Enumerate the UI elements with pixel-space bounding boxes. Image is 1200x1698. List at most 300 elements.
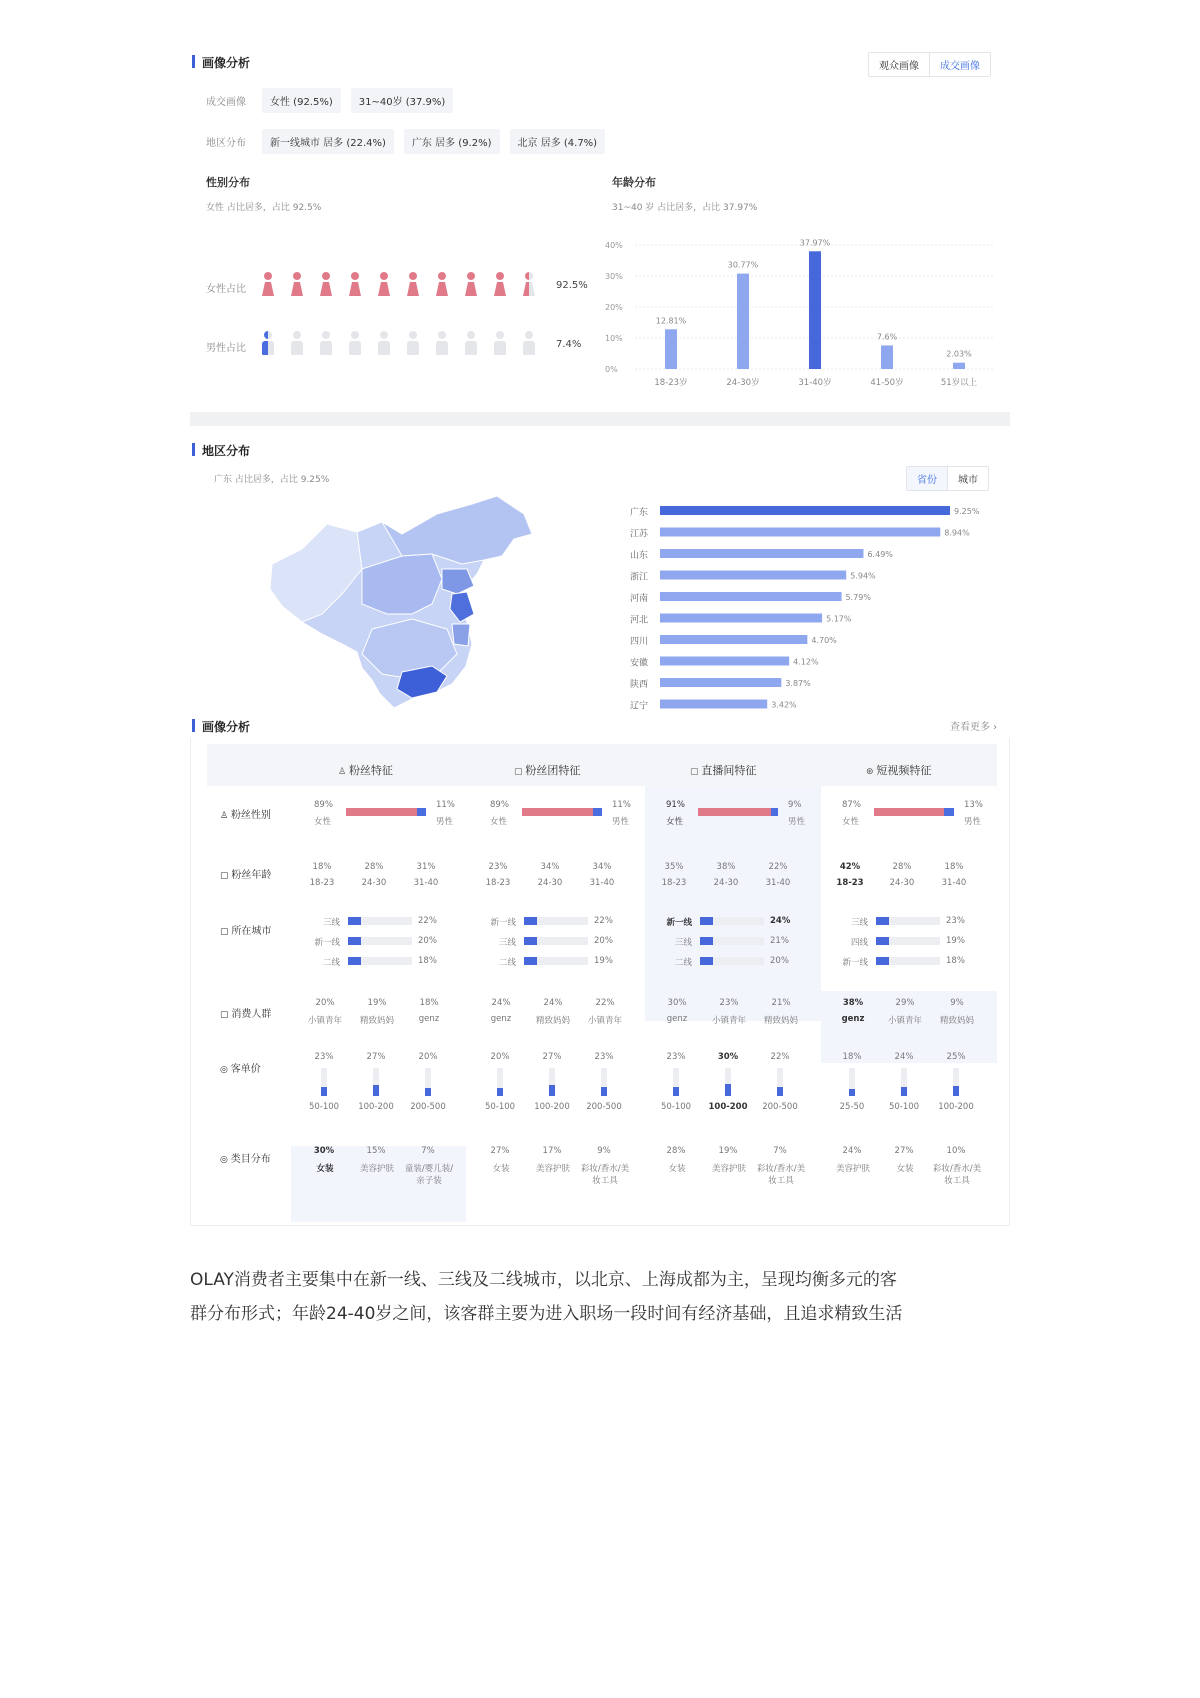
female-person-icon [521,272,537,296]
row-label-text: 消费人群 [231,1009,272,1020]
male-person-icon [260,331,276,355]
age-category-label: 41-50岁 [870,378,904,388]
category-pct: 24% [842,1146,862,1156]
analysis-row-label [220,922,271,937]
gender-female-bar [346,808,417,816]
age-range: 31-40 [941,878,967,888]
gender-male-bar [593,808,602,816]
consumer-pct: 19% [367,998,387,1008]
age-range: 31-40 [413,878,439,888]
gender-female-bar [874,808,944,816]
male-person-icon [463,331,479,355]
gender-male-pct: 13% [964,800,983,810]
consumer-pct: 29% [895,998,915,1008]
price-pct: 23% [594,1052,614,1062]
price-pct: 24% [894,1052,914,1062]
price-pct: 27% [542,1052,562,1062]
category-name: 美容护肤 [359,1164,394,1174]
city-pct: 23% [946,916,965,926]
age-pct: 31% [416,862,436,872]
region-toggle[interactable] [906,466,989,491]
price-range: 200-500 [586,1102,622,1112]
summary-line-1: OLAY消费者主要集中在新一线、三线及二线城市，以北京、上海成都为主，呈现均衡多元的客 [190,1270,897,1290]
gender-female-pct: 91% [666,800,685,810]
age-data-label: 30.77% [727,260,759,270]
gender-female-label: 女性 [842,817,860,827]
city-tier-label: 新一线 [314,938,340,948]
gender-female-bar [698,808,771,816]
female-person-icon [405,272,421,296]
age-data-label: 12.81% [655,316,687,326]
summary-line-2: 群分布形式；年龄24-40岁之间，该客群主要为进入职场一段时间有经济基础，且追求精致生活 [190,1304,903,1324]
age-pct: 28% [364,862,384,872]
age-pct: 18% [312,862,332,872]
female-person-icon [289,272,305,296]
map-region-zhejiang [452,624,470,646]
price-pct: 22% [770,1052,790,1062]
price-bar-fill [373,1085,379,1096]
age-bar [665,329,677,369]
category-pct: 17% [542,1146,562,1156]
city-bar-fill [876,957,889,965]
gender-male-label: 男性 [436,817,454,827]
consumer-pct: 24% [491,998,511,1008]
header-label: 粉丝团特征 [525,764,581,777]
age-ytick-label: 0% [605,365,618,374]
female-person-icon [463,272,479,296]
price-range: 50-100 [660,1102,692,1112]
province-bar [660,614,822,623]
toggle-deal-portrait[interactable]: 成交画像 [940,61,980,72]
age-range: 18-23 [836,878,864,888]
province-value-label: 9.25% [954,507,980,516]
gender-male-pct: 11% [612,800,631,810]
price-range: 50-100 [484,1102,516,1112]
female-person-icon [492,272,508,296]
province-value-label: 4.12% [793,657,819,667]
age-range: 24-30 [713,878,739,888]
consumer-group: 小镇青年 [307,1016,342,1026]
deal-tag-gender: 女性 (92.5%) [262,88,341,113]
age-ytick-label: 40% [605,241,623,250]
male-person-icon [376,331,392,355]
age-pct: 23% [488,862,508,872]
price-bar-fill [321,1087,327,1096]
toggle-province[interactable]: 省份 [907,467,948,490]
province-label: 浙江 [630,572,649,583]
price-pct: 20% [418,1052,438,1062]
city-tier-label: 新一线 [490,918,516,928]
province-bar [660,592,842,601]
header-label: 短视频特征 [876,764,932,777]
region-tag-city: 新一线城市 居多 (22.4%) [262,129,394,154]
category-pct: 28% [666,1146,686,1156]
city-bar-fill [524,957,537,965]
price-bar-fill [849,1089,855,1096]
consumer-group: genz [418,1014,440,1024]
male-icon-row [260,331,537,355]
male-ratio-value: 7.4% [556,339,582,350]
female-icon-row [260,272,537,296]
row-label-text: 粉丝性别 [230,810,271,821]
city-pct: 18% [946,956,965,966]
price-range: 25-50 [839,1102,865,1112]
toggle-city[interactable]: 城市 [958,475,978,486]
province-label: 河南 [630,594,649,604]
consumer-pct: 38% [842,998,864,1008]
price-range: 200-500 [410,1102,446,1112]
row-label-text: 客单价 [230,1064,261,1075]
category-name: 彩妆/香水/美妆工具 [580,1164,630,1186]
row-label-text: 所在城市 [231,926,272,937]
price-bar-fill [901,1087,907,1096]
city-tier-label: 新一线 [842,958,868,968]
gender-male-pct: 9% [788,800,802,810]
category-name: 童装/婴儿装/亲子装 [404,1164,454,1186]
city-bar-fill [524,937,537,945]
female-person-icon [376,272,392,296]
city-tier-label: 二线 [674,958,692,968]
province-label: 广东 [630,508,649,518]
portrait-section-title: 画像分析 [192,54,250,71]
view-more-link[interactable]: 查看更多 › [950,722,998,733]
price-range: 100-200 [358,1102,394,1112]
gender-female-pct: 87% [842,800,861,810]
age-pct: 35% [664,862,684,872]
category-name: 女装 [896,1164,914,1174]
row-icon: ▢ [220,927,232,937]
price-range: 100-200 [708,1102,748,1112]
age-pct: 38% [716,862,736,872]
age-ytick-label: 30% [605,272,623,281]
price-pct: 30% [717,1052,739,1062]
consumer-group: genz [490,1014,512,1024]
province-value-label: 3.42% [771,700,797,710]
category-pct: 10% [946,1146,966,1156]
price-range: 50-100 [308,1102,340,1112]
age-pct: 42% [839,862,861,872]
female-ratio-value: 92.5% [556,280,588,291]
age-range: 24-30 [889,878,915,888]
analysis-row-label [220,1150,271,1165]
age-data-label: 2.03% [946,349,972,359]
province-value-label: 6.49% [867,550,893,559]
region-tags [262,129,615,154]
age-pct: 22% [768,862,788,872]
age-bar [953,363,965,369]
category-pct: 30% [313,1146,335,1156]
province-bar [660,635,807,644]
province-label: 山东 [630,551,649,561]
row-icon: ♙ [220,811,231,821]
age-bar [809,251,821,369]
consumer-pct: 20% [315,998,335,1008]
deal-tag-age: 31~40岁 (37.9%) [351,88,454,113]
row-icon: ◎ [220,1065,231,1075]
city-tier-label: 新一线 [666,918,692,928]
analysis-row-label [220,1005,271,1020]
consumer-group: 精致妈妈 [359,1016,394,1026]
male-person-icon [521,331,537,355]
city-tier-label: 四线 [850,938,868,948]
consumer-pct: 18% [419,998,439,1008]
price-range: 50-100 [888,1102,920,1112]
row-icon: ◎ [220,1155,231,1165]
city-pct: 20% [594,936,613,946]
category-name: 彩妆/香水/美妆工具 [932,1164,982,1186]
analysis-row-label [220,866,271,881]
region-subtitle: 广东 占比居多，占比 9.25% [214,475,330,485]
city-bar-fill [524,917,537,925]
age-category-label: 51岁以上 [940,378,978,388]
category-name: 美容护肤 [535,1164,570,1174]
city-bar-fill [700,937,713,945]
toggle-audience-portrait[interactable]: 观众画像 [869,53,930,76]
consumer-pct: 9% [950,998,964,1008]
female-person-icon [434,272,450,296]
male-person-icon [289,331,305,355]
province-bar-chart [630,498,1030,712]
city-tier-label: 二线 [322,958,340,968]
city-pct: 20% [418,936,437,946]
consumer-group: genz [841,1014,865,1024]
gender-male-bar [944,808,954,816]
province-label: 四川 [630,637,649,647]
category-pct: 27% [894,1146,914,1156]
price-bar-fill [549,1085,555,1096]
analysis-header-2[interactable] [690,762,756,778]
city-pct: 18% [418,956,437,966]
region-section-title: 地区分布 [192,442,250,459]
city-bar-fill [348,937,361,945]
category-pct: 7% [773,1146,787,1156]
gender-female-pct: 89% [490,800,509,810]
age-ytick-label: 10% [605,334,623,343]
consumer-pct: 22% [595,998,615,1008]
city-tier-label: 三线 [850,918,868,928]
consumer-pct: 21% [771,998,791,1008]
gender-female-label: 女性 [490,817,508,827]
age-range: 24-30 [537,878,563,888]
age-range: 31-40 [589,878,615,888]
age-range: 18-23 [485,878,511,888]
category-name: 女装 [492,1164,510,1174]
category-pct: 9% [597,1146,611,1156]
age-ytick-label: 20% [605,303,623,312]
deal-portrait-label: 成交画像 [206,97,246,108]
consumer-group: 小镇青年 [587,1016,622,1026]
province-value-label: 4.70% [811,636,837,645]
province-label: 安徽 [630,658,649,669]
analysis-row-label [220,1060,261,1075]
map-region-north [382,496,532,564]
province-value-label: 5.79% [845,593,871,602]
header-icon: ▢ [514,767,526,777]
row-label-text: 类目分布 [230,1154,271,1165]
price-bar-fill [777,1087,783,1096]
price-bar-fill [425,1088,431,1096]
province-bar [660,506,950,515]
gender-male-pct: 11% [436,800,455,810]
age-category-label: 31-40岁 [798,378,832,388]
gender-male-bar [417,808,426,816]
analysis-header-3[interactable] [866,762,931,778]
female-person-icon [318,272,334,296]
region-tag-beijing: 北京 居多 (4.7%) [510,129,606,154]
analysis-header-1[interactable] [514,762,580,778]
category-pct: 7% [421,1146,435,1156]
age-range: 18-23 [661,878,687,888]
consumer-pct: 30% [667,998,687,1008]
gender-female-label: 女性 [666,817,684,827]
price-bar-fill [725,1084,731,1096]
section-divider [190,412,1010,426]
gender-male-label: 男性 [964,817,982,827]
city-tier-label: 三线 [322,918,340,928]
female-person-icon [347,272,363,296]
city-pct: 19% [594,956,613,966]
province-label: 陕西 [630,680,649,690]
city-tier-label: 三线 [498,938,516,948]
male-person-icon [434,331,450,355]
row-label-text: 粉丝年龄 [231,870,272,881]
portrait-toggle[interactable] [868,52,991,77]
city-bar-fill [700,957,713,965]
province-bar [660,528,940,537]
age-subtitle: 31~40 岁 占比居多，占比 37.97% [612,203,758,213]
male-ratio-label: 男性占比 [206,343,246,354]
price-bar-fill [601,1087,607,1096]
city-tier-label: 二线 [498,958,516,968]
male-person-icon [347,331,363,355]
gender-title: 性别分布 [206,176,250,189]
gender-male-label: 男性 [612,817,630,827]
city-bar-fill [348,957,361,965]
province-label: 河北 [630,615,649,626]
city-pct: 21% [770,936,789,946]
city-bar-fill [700,917,713,925]
price-pct: 20% [490,1052,510,1062]
price-pct: 18% [842,1052,862,1062]
male-person-icon [492,331,508,355]
age-pct: 18% [944,862,964,872]
consumer-pct: 23% [719,998,739,1008]
city-bar-fill [876,937,889,945]
age-category-label: 24-30岁 [726,378,760,388]
price-pct: 27% [366,1052,386,1062]
consumer-group: 精致妈妈 [763,1016,798,1026]
age-range: 24-30 [361,878,387,888]
analysis-row-label [220,806,271,821]
china-choropleth-map [262,494,542,714]
region-distribution-label: 地区分布 [206,138,246,149]
deal-tags [262,88,463,113]
category-name: 彩妆/香水/美妆工具 [756,1164,806,1186]
age-data-label: 7.6% [876,332,898,342]
price-pct: 23% [314,1052,334,1062]
consumer-group: genz [666,1014,688,1024]
age-pct: 34% [540,862,560,872]
city-tier-label: 三线 [674,938,692,948]
category-pct: 27% [490,1146,510,1156]
province-bar [660,700,767,709]
age-range: 18-23 [309,878,335,888]
province-bar [660,549,863,558]
price-pct: 23% [666,1052,686,1062]
consumer-group: 小镇青年 [711,1016,746,1026]
province-label: 江苏 [630,529,649,540]
header-label: 粉丝特征 [348,764,393,777]
age-category-label: 18-23岁 [654,378,688,388]
price-range: 200-500 [762,1102,798,1112]
region-tag-province: 广东 居多 (9.2%) [404,129,500,154]
female-person-icon [260,272,276,296]
category-name: 美容护肤 [835,1164,870,1174]
city-pct: 20% [770,956,789,966]
age-data-label: 37.97% [799,238,831,248]
province-value-label: 8.94% [944,528,970,538]
consumer-pct: 24% [543,998,563,1008]
consumer-group: 精致妈妈 [535,1016,570,1026]
price-range: 100-200 [534,1102,570,1112]
price-bar-fill [497,1088,503,1096]
male-person-icon [405,331,421,355]
category-name: 女装 [668,1164,686,1174]
price-range: 100-200 [938,1102,974,1112]
city-pct: 22% [418,916,437,926]
city-bar-fill [876,917,889,925]
header-label: 直播间特征 [701,764,757,777]
analysis-header-0[interactable] [338,762,393,778]
gender-female-label: 女性 [314,817,332,827]
gender-female-bar [522,808,593,816]
age-bar [881,345,893,369]
consumer-group: 精致妈妈 [939,1016,974,1026]
province-label: 辽宁 [630,701,649,712]
province-value-label: 3.87% [785,679,811,688]
gender-male-bar [771,808,778,816]
province-bar [660,678,781,687]
province-value-label: 5.94% [850,571,876,581]
age-bar-chart [605,225,1005,400]
header-icon: ⊛ [866,767,877,777]
header-icon: ♙ [338,767,349,777]
province-value-label: 5.17% [826,614,852,624]
gender-subtitle: 女性 占比居多，占比 92.5% [206,203,322,213]
price-bar-fill [953,1086,959,1096]
price-pct: 25% [946,1052,966,1062]
age-range: 31-40 [765,878,791,888]
category-pct: 15% [366,1146,386,1156]
row-icon: ▢ [220,871,232,881]
city-pct: 22% [594,916,613,926]
province-bar [660,571,846,580]
category-pct: 19% [718,1146,738,1156]
city-pct: 19% [946,936,965,946]
gender-male-label: 男性 [788,817,806,827]
male-person-icon [318,331,334,355]
category-name: 女装 [316,1164,334,1174]
row-icon: ▢ [220,1010,232,1020]
price-bar-fill [673,1087,679,1096]
city-pct: 24% [770,916,791,926]
consumer-group: 小镇青年 [887,1016,922,1026]
gender-female-pct: 89% [314,800,333,810]
age-title: 年龄分布 [612,176,656,189]
female-ratio-label: 女性占比 [206,284,246,295]
analysis-section-title: 画像分析 [192,718,250,735]
age-pct: 28% [892,862,912,872]
